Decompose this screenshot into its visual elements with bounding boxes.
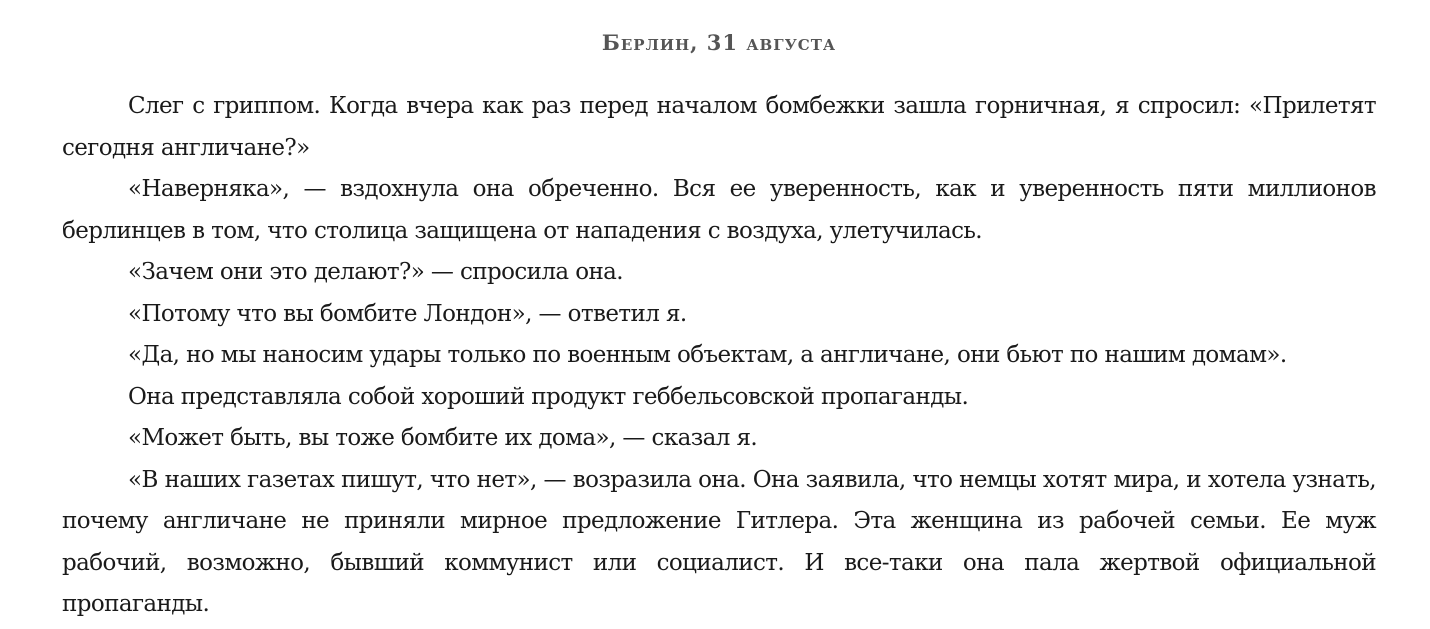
paragraph: «Зачем они это делают?» — спросила она. xyxy=(128,259,624,285)
paragraph: Слег с гриппом. Когда вчера как раз перед началом бомбежки зашла горничная, я спросил: «Прилетят сегодня англичане?» xyxy=(62,93,1376,161)
paragraph: Она представляла собой хороший продукт геббельсовской пропаганды. xyxy=(128,383,969,410)
paragraph: «Да, но мы наносим удары только по военным объектам, а англичане, они бьют по нашим домам». xyxy=(128,342,1287,368)
body-text xyxy=(62,86,1376,626)
paragraph: «Потому что вы бомбите Лондон», — ответил я. xyxy=(128,300,687,327)
section-heading: Берлин, 31 августа xyxy=(601,30,837,55)
paragraph: «Может быть, вы тоже бомбите их дома», — сказал я. xyxy=(128,425,758,451)
document-page xyxy=(62,0,1376,626)
paragraph: «В наших газетах пишут, что нет», — возразила она. Она заявила, что немцы хотят мира, и хотела узнать, почему англичане не приняли мирное предложение Гитлера. Эта женщина из рабочей семьи. Ее муж рабочий, возможно, бывший коммунист или социалист. И все-таки она пала жертвой официальной пропаганды. xyxy=(62,466,1376,617)
paragraph: «Наверняка», — вздохнула она обреченно. Вся ее уверенность, как и уверенность пяти миллионов берлинцев в том, что столица защищена от нападения с воздуха, улетучилась. xyxy=(62,176,1376,244)
